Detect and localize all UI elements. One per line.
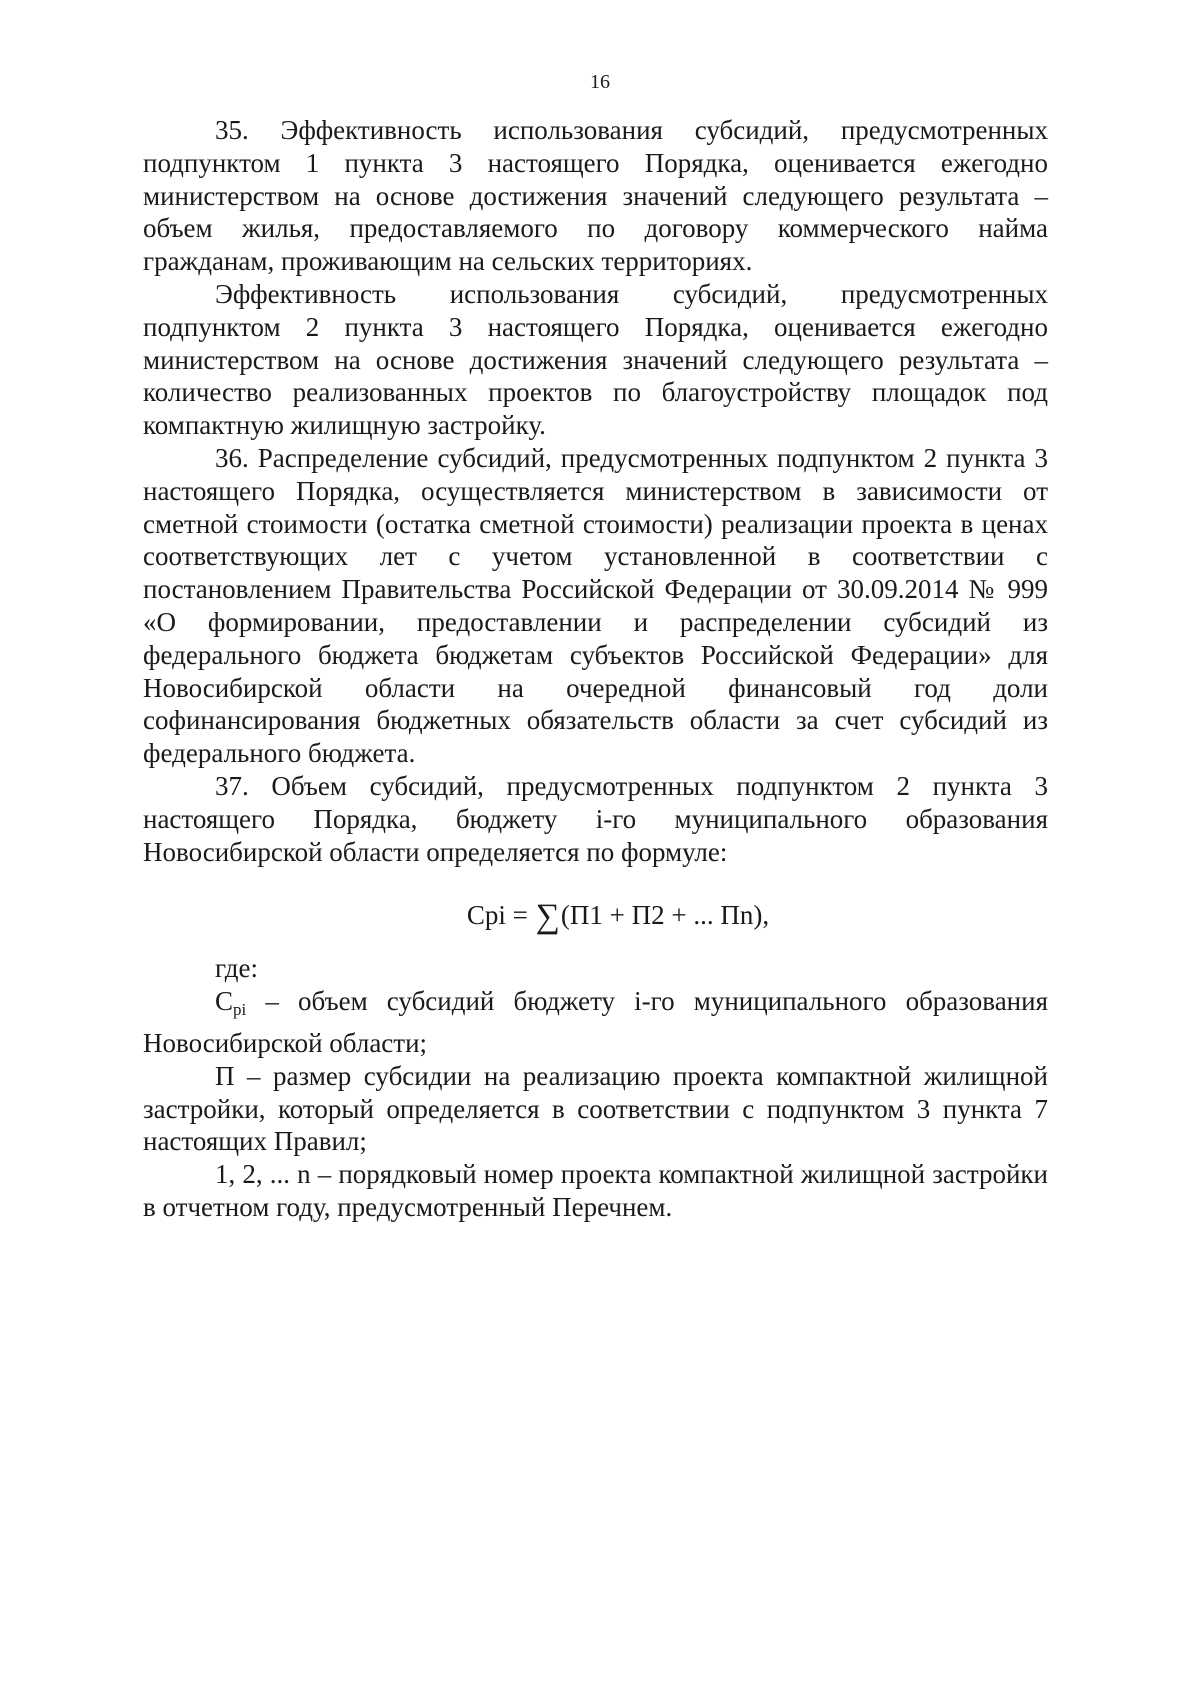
paragraph-37: 37. Объем субсидий, предусмотренных подпунктом 2 пункта 3 настоящего Порядка, бюджету i-го муниципального образования Новосибирской области определяется по формуле: (143, 770, 1048, 867)
where-label: где: (215, 953, 258, 984)
definition-p: П – размер субсидии на реализацию проекта компактной жилищной застройки, который определяется в соответствии с подпунктом 3 пункта 7 настоящих Правил; (143, 1060, 1048, 1157)
definition-n: 1, 2, ... n – порядковый номер проекта компактной жилищной застройки в отчетном году, предусмотренный Перечнем. (143, 1159, 1048, 1222)
cpi-subscript: рi (233, 1000, 247, 1020)
paragraph-35: 35. Эффективность использования субсидий, предусмотренных подпунктом 1 пункта 3 настоящего Порядка, оценивается ежегодно министерством на основе достижения значений следующего результата – объем жилья, предоставляемого по договору коммерческого найма гражданам, проживающим на сельских территориях. (143, 115, 1048, 277)
formula (143, 898, 1048, 934)
cpi-symbol: С (215, 986, 234, 1017)
paragraph-35-second: Эффективность использования субсидий, предусмотренных подпунктом 2 пункта 3 настоящего Порядка, оценивается ежегодно министерством на основе достижения значений следующего результата – количество реализованных проектов по благоустройству площадок под компактную жилищную застройку. (143, 278, 1048, 441)
sum-symbol: ∑ (535, 898, 560, 936)
page-number: 16 (590, 71, 610, 93)
paragraph-36: 36. Распределение субсидий, предусмотренных подпунктом 2 пункта 3 настоящего Порядка, осуществляется министерством в зависимости от сметной стоимости (остатка сметной стоимости) реализации проекта в ценах соответствующих лет с учетом установленной в соответствии с постановлением Правительства Российской Федерации от 30.09.2014 № 999 «О формировании, предоставлении и распределении субсидий из федерального бюджета бюджетам субъектов Российской Федерации» для Новосибирской области на очередной финансовый год доли софинансирования бюджетных обязательств области за счет субсидий из федерального бюджета. (143, 442, 1048, 769)
document-body (143, 114, 1048, 1224)
definition-cpi (143, 985, 1048, 1060)
cpi-definition-text: – объем субсидий бюджету i-го муниципального образования Новосибирской области; (143, 986, 1048, 1058)
formula-right: (П1 + П2 + ... Пn), (560, 900, 770, 931)
formula-left: Срi = (466, 900, 535, 931)
